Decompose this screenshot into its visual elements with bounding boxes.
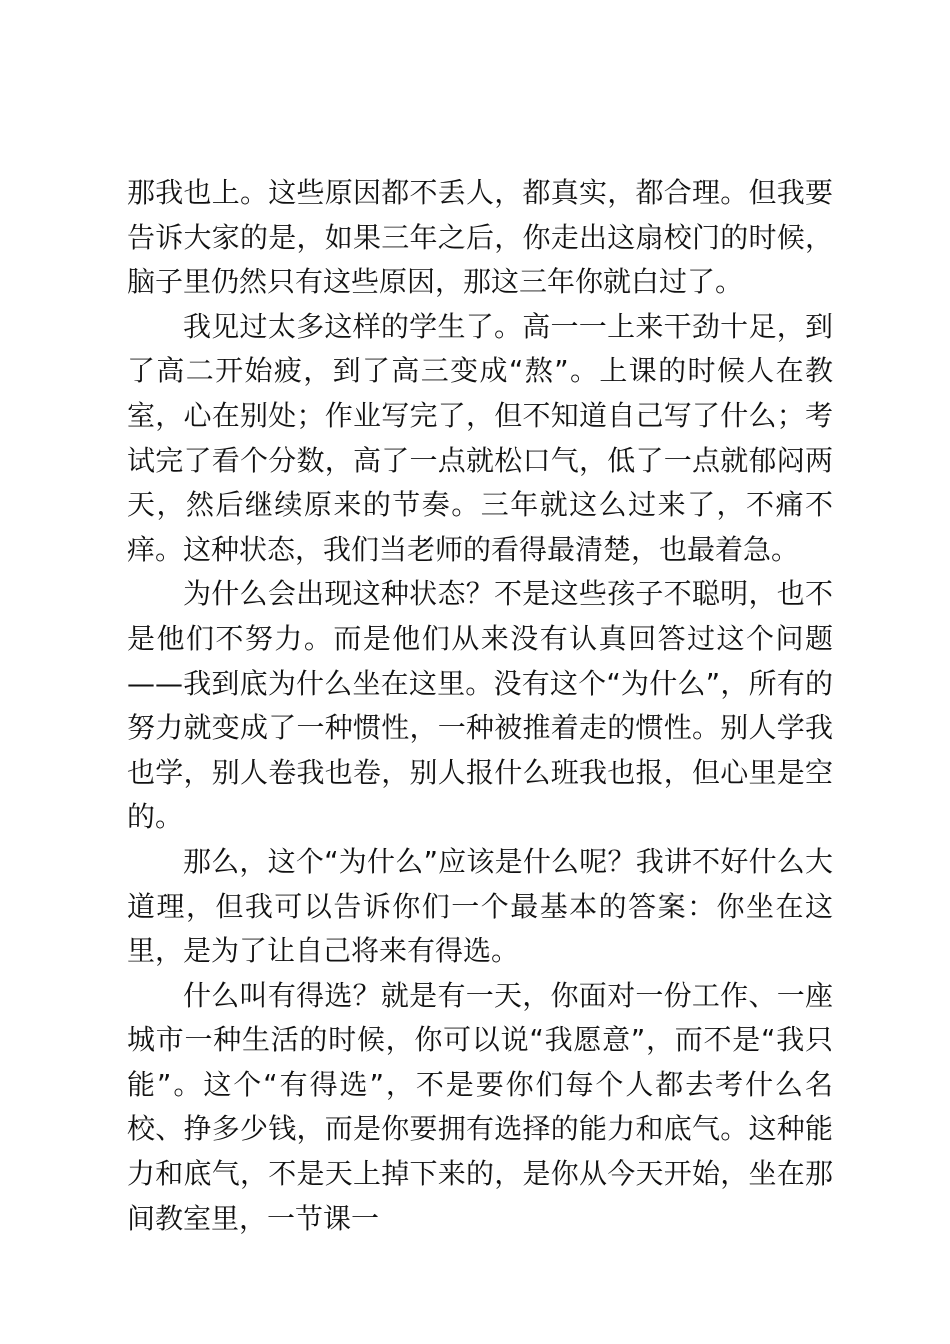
paragraph: 那么，这个“为什么”应该是什么呢？我讲不好什么大道理，但我可以告诉你们一个最基本的答案：你坐在这里，是为了让自己将来有得选。 <box>127 844 833 968</box>
paragraph: 那我也上。这些原因都不丢人，都真实，都合理。但我要告诉大家的是，如果三年之后，你走出这扇校门的时候，脑子里仍然只有这些原因，那这三年你就白过了。 <box>127 176 833 299</box>
paragraph: 为什么会出现这种状态？不是这些孩子不聪明，也不是他们不努力。而是他们从来没有认真回答过这个问题——我到底为什么坐在这里。没有这个“为什么”，所有的努力就变成了一种惯性，一种被推着走的惯性。别人学我也学，别人卷我也卷，别人报什么班我也报，但心里是空的。 <box>127 577 833 834</box>
paragraph: 我见过太多这样的学生了。高一一上来干劲十足，到了高二开始疲，到了高三变成“熬”。上课的时候人在教室，心在别处；作业写完了，但不知道自己写了什么；考试完了看个分数，高了一点就松口气，低了一点就郁闷两天，然后继续原来的节奏。三年就这么过来了，不痛不痒。这种状态，我们当老师的看得最清楚，也最着急。 <box>127 309 833 566</box>
paragraph: 什么叫有得选？就是有一天，你面对一份工作、一座城市一种生活的时候，你可以说“我愿意”，而不是“我只能”。这个“有得选”，不是要你们每个人都去考什么名校、挣多少钱，而是你要拥有选择的能力和底气。这种能力和底气，不是天上掉下来的，是你从今天开始，坐在那间教室里，一节课一 <box>127 978 833 1235</box>
document-body <box>127 171 833 1241</box>
